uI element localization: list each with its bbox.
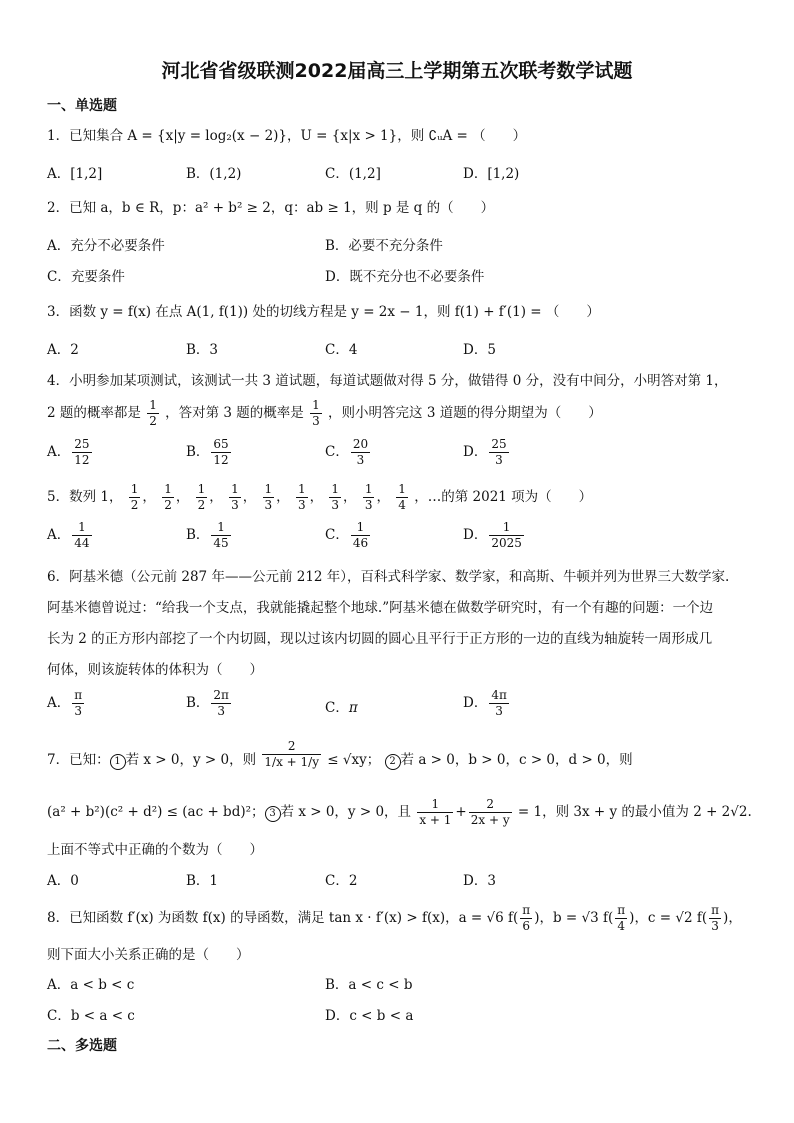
q5-term-1 [129,482,141,513]
q4-option-a-fraction [72,437,91,468]
section-single-choice: 一、单选题 [47,98,117,114]
q5-term-2 [162,482,174,513]
q4-line-1: 4．小明参加某项测试，该测试一共 3 道试题，每道试题做对得 5 分，做错得 0 分，没有中间分，小明答对第 1， [47,373,728,389]
q8-arg-c [709,903,721,934]
q7-frac-1-num: 1 [417,797,453,813]
q6-line-4: 何体，则该旋转体的体积为（ ） [47,662,263,678]
q3-option-d: D．5 [463,342,496,358]
q7-harmonic-num: 2 [262,739,321,755]
q6-option-d-num: 4π [491,688,507,702]
q5-option-c-label: C． [325,527,349,543]
q6-option-c-label: C． [325,700,349,716]
q8-option-c: C．b < a < c [47,1008,135,1024]
q1-option-c: C．(1,2] [325,166,381,182]
q8-line-1: 8．已知函数 f′(x) 为函数 f(x) 的导函数，满足 tan x · f′(x) > f(x)，a = √6 f( $\frac{\pi}{6}$ )，b = √3 f( $\frac{\pi}{4}$ )，c = √2 f( $\frac{\pi}{3}$ )， [47,903,742,933]
q5-option-c-den: 46 [352,536,369,550]
q4-option-d-num: 25 [491,437,507,451]
q5-option-c [325,520,372,551]
q6-option-a [47,688,86,719]
q8-option-d: D．c < b < a [325,1008,414,1024]
q4-fraction-a-num: 1 [149,398,157,412]
q8-line-2: 则下面大小关系正确的是（ ） [47,947,250,963]
q2-option-a: A．充分不必要条件 [47,238,165,254]
q7-line-2: (a² + b²)(c² + d²) ≤ (ac + bd)²； 3 若 x > 0，y > 0，且 $\frac{1}{x + 1}$ + $\frac{2}{2x + y}$ = 1，则 3x + y 的最小值为 2 + 2√2. [47,797,752,827]
q3-stem: 3．函数 y = f(x) 在点 A(1, f(1)) 处的切线方程是 y = 2x − 1，则 f(1) + f′(1) = （ ） [47,304,600,320]
q8-option-a: A．a < b < c [47,977,135,993]
q5-term-3-den: 2 [197,498,206,512]
q6-option-d-fraction [489,688,509,719]
q5-tail: ，…的第 2021 项为（ ） [414,489,593,505]
q7-circled-2: 2 [385,754,401,770]
q8-arg-c-num: π [711,903,720,917]
q7-option-c: C．2 [325,873,358,889]
q6-option-a-label: A． [47,695,71,711]
q5-option-a [47,520,94,551]
q5-option-d [463,520,526,551]
q5-term-8 [363,482,375,513]
q8-arg-b-den: 4 [617,919,626,933]
q2-option-b: B．必要不充分条件 [325,238,443,254]
q4-option-a-den: 12 [74,453,90,467]
q4-fraction-a-den: 2 [149,414,157,428]
q4-option-d-den: 3 [495,453,503,467]
q8-text-b: ，b = √3 f [539,910,608,926]
q5-option-b-den: 45 [213,536,229,550]
q4-fraction-a [147,398,159,429]
q8-arg-b-num: π [617,903,626,917]
q7-text-c: ≤ √xy； [327,752,381,768]
q5-option-c-fraction [351,520,370,551]
q5-option-d-fraction [489,520,524,551]
q8-option-b: B．a < c < b [325,977,413,993]
q5-term-5-den: 3 [264,498,273,512]
q1-option-a: A．[1,2] [47,166,103,182]
q4-fraction-b-num: 1 [312,398,320,412]
q6-option-d-label: D． [463,695,488,711]
q4-option-d-label: D． [463,444,488,460]
q7-harmonic-den: 1/x + 1/y [264,755,319,769]
q1-option-d: D．[1,2) [463,166,520,182]
q6-line-1: 6．阿基米德（公元前 287 年——公元前 212 年），百科式科学家、数学家，和高斯、牛顿并列为世界三大数学家. [47,569,730,585]
q1-stem: 1．已知集合 A = {x|y = log₂(x − 2)}，U = {x|x > 1}，则 ∁ᵤA = （ ） [47,128,527,144]
q3-option-c: C．4 [325,342,358,358]
q5-term-5 [263,482,275,513]
q4-text-a: 2 题的概率都是 [47,405,141,421]
q5-term-6 [296,482,308,513]
q4-text-c: ，则小明答完这 3 道题的得分期望为（ ） [328,405,602,421]
q5-term-2-num: 1 [164,482,172,496]
q5-term-4-num: 1 [231,482,239,496]
q5-option-a-den: 44 [74,536,90,550]
q7-text-g: = 1，则 3x + y 的最小值为 2 + 2√2. [517,804,752,820]
q4-option-b-label: B． [186,444,210,460]
q5-term-5-num: 1 [264,482,273,496]
q5-term-9-num: 1 [398,482,406,496]
q7-frac-2-num: 2 [469,797,512,813]
q4-line-2 [47,398,602,429]
q4-option-c-label: C． [325,444,349,460]
q8-arg-a-num: π [522,903,531,917]
q1-option-b: B．(1,2) [186,166,242,182]
q8-text-d: ， [728,910,742,926]
q6-line-3: 长为 2 的正方形内部挖了一个内切圆，现以过该内切圆的圆心且平行于正方形的一边的直线为轴旋转一周形成几 [47,631,713,647]
q3-option-a: A．2 [47,342,79,358]
q6-option-b-den: 3 [217,704,225,718]
q4-option-b-den: 12 [213,453,229,467]
q3-option-b: B．3 [186,342,219,358]
q5-term-7-den: 3 [331,498,340,512]
q6-option-a-den: 3 [74,704,83,718]
q4-option-c-num: 20 [352,437,369,451]
q5-lead: 5．数列 1， [47,489,123,505]
q7-option-d: D．3 [463,873,496,889]
q7-text-d: 若 a > 0，b > 0，c > 0，d > 0，则 [400,752,633,768]
q5-term-8-den: 3 [364,498,373,512]
q5-term-8-num: 1 [364,482,373,496]
q5-option-a-label: A． [47,527,71,543]
q7-harmonic-fraction [262,739,321,770]
q7-frac-2 [469,797,512,828]
q6-option-c-value: π [348,700,358,716]
q5-term-6-num: 1 [297,482,306,496]
q5-term-9-den: 4 [398,498,406,512]
q7-circled-1: 1 [110,754,126,770]
q5-term-2-den: 2 [164,498,172,512]
q5-option-c-num: 1 [351,520,370,536]
q6-line-2: 阿基米德曾说过：“给我一个支点，我就能撬起整个地球.”阿基米德在做数学研究时，有一个有趣的问题：一个边 [47,600,714,616]
q5-stem: 5．数列 1， $\frac{1}{2}$ ， $\frac{1}{2}$ ， $\frac{1}{2}$ ， $\frac{1}{3}$ ， $\frac{1}{3}$ ， $\frac{1}{3}$ ， $\frac{1}{3}$ ， $\frac{1}{3}$ ， $\frac{1}{4}$ ，…的第 2021 项为（ ） [47,482,593,512]
q8-text-c: ，c = √2 f [634,910,702,926]
q8-arg-a-den: 6 [522,919,531,933]
q6-option-b-num: 2π [213,688,229,702]
q5-term-3-num: 1 [197,482,206,496]
q5-option-b [186,520,233,551]
q7-frac-2-den: 2x + y [470,813,510,827]
q5-term-1-den: 2 [130,498,139,512]
q4-fraction-b [310,398,322,429]
q7-text-f: 若 x > 0，y > 0，且 [280,804,412,820]
q6-option-d-den: 3 [495,704,503,718]
q5-option-b-fraction [211,520,230,551]
q8-arg-b [615,903,627,934]
q7-frac-1 [417,797,453,828]
q7-line-1 [47,739,633,776]
q6-option-c [325,696,358,716]
q8-arg-c-den: 3 [711,919,719,933]
q6-option-b-label: B． [186,695,210,711]
q5-term-1-num: 1 [130,482,139,496]
q6-option-d [463,688,511,719]
q8-text-a: 8．已知函数 f′(x) 为函数 f(x) 的导函数，满足 tan x · f′(x) > f(x)，a = √6 f [47,910,514,926]
q5-option-b-label: B． [186,527,210,543]
q5-term-9 [396,482,408,513]
q7-frac-1-den: x + 1 [419,813,452,827]
q5-term-4 [229,482,241,513]
q6-option-b [186,688,233,719]
q4-option-a-label: A． [47,444,71,460]
q4-option-c-fraction [351,437,370,468]
q5-option-d-label: D． [463,527,488,543]
q8-arg-a [520,903,532,934]
q2-stem: 2．已知 a，b ∈ R，p：a² + b² ≥ 2，q：ab ≥ 1，则 p 是 q 的（ ） [47,200,495,216]
q5-term-3 [196,482,208,513]
q7-circled-3: 3 [265,806,281,822]
q7-line-3: 上面不等式中正确的个数为（ ） [47,842,263,858]
q4-option-a-num: 25 [74,437,90,451]
q4-option-b-fraction [211,437,230,468]
q4-option-d [463,437,511,468]
q7-option-a: A．0 [47,873,79,889]
q5-term-7-num: 1 [331,482,340,496]
q5-option-d-num: 1 [489,520,524,536]
q4-option-c [325,437,372,468]
q4-option-b-num: 65 [213,437,229,451]
section-multi-choice: 二、多选题 [47,1038,117,1054]
q7-text-a: 7．已知： [47,752,110,768]
q5-term-6-den: 3 [297,498,306,512]
q5-option-a-fraction [72,520,91,551]
q4-fraction-b-den: 3 [312,414,320,428]
q2-option-d: D．既不充分也不必要条件 [325,269,485,285]
q4-option-c-den: 3 [356,453,365,467]
page-title: 河北省省级联测2022届高三上学期第五次联考数学试题 [161,60,633,82]
q6-option-b-fraction [211,688,231,719]
q6-option-a-fraction [72,688,84,719]
q5-term-7 [329,482,341,513]
q7-text-b: 若 x > 0，y > 0，则 [125,752,257,768]
q4-option-b [186,437,233,468]
q4-option-a [47,437,94,468]
q5-option-b-num: 1 [211,520,230,536]
q6-option-a-num: π [74,688,83,702]
q7-text-e: (a² + b²)(c² + d²) ≤ (ac + bd)²； [47,804,265,820]
q4-option-d-fraction [489,437,508,468]
q2-option-c: C．充要条件 [47,269,125,285]
q5-option-a-num: 1 [72,520,91,536]
q5-term-4-den: 3 [231,498,239,512]
q7-option-b: B．1 [186,873,219,889]
q4-text-b: ，答对第 3 题的概率是 [165,405,304,421]
q5-option-d-den: 2025 [491,536,522,550]
